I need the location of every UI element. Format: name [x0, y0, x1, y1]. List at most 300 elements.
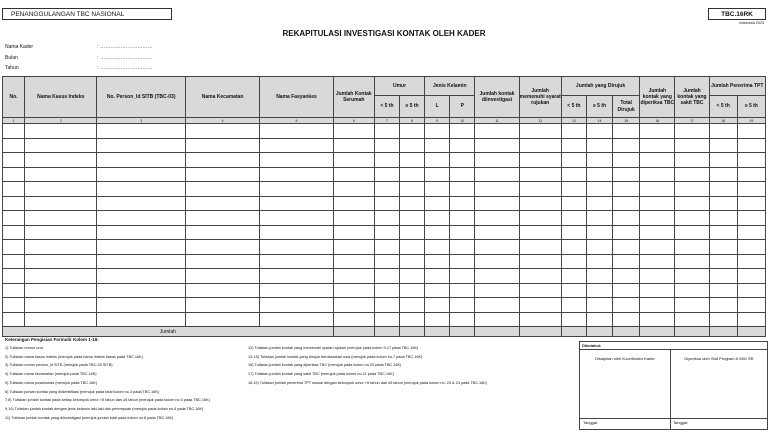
table-cell[interactable]	[425, 240, 450, 255]
table-cell[interactable]	[450, 211, 475, 226]
table-cell[interactable]	[640, 196, 675, 211]
table-cell[interactable]	[425, 211, 450, 226]
table-cell[interactable]	[709, 138, 737, 153]
table-cell[interactable]	[450, 254, 475, 269]
table-cell[interactable]	[475, 312, 519, 327]
table-cell[interactable]	[374, 124, 399, 139]
table-cell[interactable]	[374, 298, 399, 313]
table-cell[interactable]	[25, 312, 97, 327]
table-cell[interactable]	[675, 269, 709, 284]
total-cell[interactable]	[519, 327, 561, 337]
table-cell[interactable]	[450, 283, 475, 298]
table-cell[interactable]	[25, 138, 97, 153]
table-cell[interactable]	[586, 254, 612, 269]
table-cell[interactable]	[425, 312, 450, 327]
table-cell[interactable]	[185, 240, 259, 255]
table-cell[interactable]	[709, 225, 737, 240]
table-cell[interactable]	[709, 182, 737, 197]
table-cell[interactable]	[400, 153, 425, 168]
meta-value-bulan[interactable]: : ...............................	[97, 55, 153, 61]
table-cell[interactable]	[425, 196, 450, 211]
table-cell[interactable]	[613, 269, 640, 284]
table-cell[interactable]	[374, 138, 399, 153]
table-cell[interactable]	[374, 312, 399, 327]
table-cell[interactable]	[613, 124, 640, 139]
column-number: 11	[475, 118, 519, 124]
table-cell[interactable]	[400, 283, 425, 298]
meta-value-kader[interactable]: : ...............................	[97, 44, 153, 50]
table-cell[interactable]	[737, 167, 765, 182]
table-cell[interactable]	[97, 269, 185, 284]
table-cell[interactable]	[260, 225, 333, 240]
table-cell[interactable]	[185, 167, 259, 182]
table-cell[interactable]	[450, 269, 475, 284]
total-cell[interactable]	[425, 327, 450, 337]
note-line: 13-15) Tuliskan jumlah kontak yang dirujuk berdasarkan usia (merujuk pada kolom no.7 pada TBC.16K)	[248, 354, 423, 359]
signature-left-date: Tanggal:	[583, 420, 599, 425]
table-cell[interactable]	[640, 283, 675, 298]
table-cell[interactable]	[475, 196, 519, 211]
table-cell[interactable]	[450, 225, 475, 240]
table-cell[interactable]	[450, 312, 475, 327]
table-cell[interactable]	[374, 167, 399, 182]
table-cell[interactable]	[640, 182, 675, 197]
table-cell[interactable]	[709, 269, 737, 284]
table-cell[interactable]	[3, 298, 25, 313]
table-cell[interactable]	[675, 196, 709, 211]
table-cell[interactable]	[425, 254, 450, 269]
table-cell[interactable]	[425, 182, 450, 197]
notes-title: Keterangan Pengisian Formulir Kolom 1-19:	[5, 337, 99, 342]
table-cell[interactable]	[25, 269, 97, 284]
table-cell[interactable]	[400, 312, 425, 327]
table-cell[interactable]	[185, 225, 259, 240]
table-cell[interactable]	[640, 153, 675, 168]
table-cell[interactable]	[25, 225, 97, 240]
table-cell[interactable]	[97, 196, 185, 211]
table-cell[interactable]	[519, 211, 561, 226]
table-cell[interactable]	[475, 254, 519, 269]
table-cell[interactable]	[709, 124, 737, 139]
table-cell[interactable]	[260, 167, 333, 182]
table-cell[interactable]	[400, 240, 425, 255]
table-cell[interactable]	[586, 182, 612, 197]
table-cell[interactable]	[25, 167, 97, 182]
table-cell[interactable]	[400, 211, 425, 226]
table-cell[interactable]	[737, 240, 765, 255]
table-cell[interactable]	[333, 312, 374, 327]
table-cell[interactable]	[561, 211, 586, 226]
table-cell[interactable]	[475, 182, 519, 197]
total-cell[interactable]	[586, 327, 612, 337]
table-cell[interactable]	[260, 138, 333, 153]
table-cell[interactable]	[613, 298, 640, 313]
table-cell[interactable]	[586, 312, 612, 327]
column-number: 9	[425, 118, 450, 124]
table-cell[interactable]	[425, 298, 450, 313]
table-cell[interactable]	[675, 138, 709, 153]
table-cell[interactable]	[475, 167, 519, 182]
table-cell[interactable]	[737, 225, 765, 240]
table-cell[interactable]	[333, 240, 374, 255]
table-cell[interactable]	[640, 225, 675, 240]
table-cell[interactable]	[709, 196, 737, 211]
table-cell[interactable]	[519, 153, 561, 168]
table-cell[interactable]	[737, 298, 765, 313]
table-cell[interactable]	[374, 182, 399, 197]
table-cell[interactable]	[519, 138, 561, 153]
table-cell[interactable]	[3, 153, 25, 168]
total-cell[interactable]	[737, 327, 765, 337]
table-cell[interactable]	[586, 240, 612, 255]
table-cell[interactable]	[737, 269, 765, 284]
table-cell[interactable]	[425, 138, 450, 153]
table-cell[interactable]	[425, 225, 450, 240]
table-cell[interactable]	[97, 153, 185, 168]
table-cell[interactable]	[675, 283, 709, 298]
table-cell[interactable]	[613, 225, 640, 240]
table-cell[interactable]	[613, 283, 640, 298]
column-number: 4	[185, 118, 259, 124]
table-cell[interactable]	[675, 312, 709, 327]
table-cell[interactable]	[97, 211, 185, 226]
table-cell[interactable]	[25, 240, 97, 255]
table-cell[interactable]	[737, 196, 765, 211]
table-cell[interactable]	[25, 283, 97, 298]
table-cell[interactable]	[613, 153, 640, 168]
table-cell[interactable]	[3, 124, 25, 139]
table-cell[interactable]	[3, 196, 25, 211]
table-cell[interactable]	[519, 196, 561, 211]
table-cell[interactable]	[586, 269, 612, 284]
table-cell[interactable]	[475, 298, 519, 313]
total-cell[interactable]	[613, 327, 640, 337]
table-cell[interactable]	[374, 153, 399, 168]
table-cell[interactable]	[586, 298, 612, 313]
table-cell[interactable]	[374, 240, 399, 255]
table-cell[interactable]	[97, 167, 185, 182]
table-cell[interactable]	[675, 240, 709, 255]
total-cell[interactable]	[450, 327, 475, 337]
table-cell[interactable]	[260, 240, 333, 255]
table-cell[interactable]	[450, 240, 475, 255]
table-cell[interactable]	[3, 312, 25, 327]
table-cell[interactable]	[374, 225, 399, 240]
table-cell[interactable]	[400, 254, 425, 269]
column-number: 19	[737, 118, 765, 124]
table-cell[interactable]	[425, 167, 450, 182]
table-cell[interactable]	[185, 138, 259, 153]
table-cell[interactable]	[97, 124, 185, 139]
table-cell[interactable]	[475, 211, 519, 226]
table-cell[interactable]	[475, 283, 519, 298]
table-cell[interactable]	[185, 153, 259, 168]
table-cell[interactable]	[561, 225, 586, 240]
table-cell[interactable]	[333, 269, 374, 284]
col-tpt-lt5: < 5 th	[709, 96, 737, 118]
table-row	[3, 138, 766, 153]
col-umur-ge5: ≥ 5 th	[400, 96, 425, 118]
table-cell[interactable]	[333, 167, 374, 182]
table-cell[interactable]	[519, 298, 561, 313]
table-cell[interactable]	[475, 124, 519, 139]
table-cell[interactable]	[97, 298, 185, 313]
table-cell[interactable]	[640, 298, 675, 313]
table-cell[interactable]	[519, 269, 561, 284]
table-cell[interactable]	[475, 138, 519, 153]
table-cell[interactable]	[561, 196, 586, 211]
table-cell[interactable]	[97, 240, 185, 255]
table-cell[interactable]	[675, 298, 709, 313]
table-cell[interactable]	[374, 196, 399, 211]
total-cell[interactable]	[333, 327, 374, 337]
table-cell[interactable]	[586, 283, 612, 298]
table-cell[interactable]	[519, 182, 561, 197]
table-cell[interactable]	[450, 138, 475, 153]
table-cell[interactable]	[400, 225, 425, 240]
table-cell[interactable]	[475, 153, 519, 168]
table-cell[interactable]	[260, 269, 333, 284]
table-cell[interactable]	[374, 211, 399, 226]
table-cell[interactable]	[400, 269, 425, 284]
table-cell[interactable]	[450, 124, 475, 139]
table-cell[interactable]	[709, 240, 737, 255]
table-cell[interactable]	[737, 312, 765, 327]
table-cell[interactable]	[519, 124, 561, 139]
table-cell[interactable]	[675, 167, 709, 182]
table-cell[interactable]	[97, 283, 185, 298]
table-cell[interactable]	[519, 225, 561, 240]
table-cell[interactable]	[260, 153, 333, 168]
table-cell[interactable]	[400, 196, 425, 211]
table-cell[interactable]	[25, 124, 97, 139]
table-cell[interactable]	[561, 254, 586, 269]
table-cell[interactable]	[737, 254, 765, 269]
table-cell[interactable]	[675, 254, 709, 269]
table-cell[interactable]	[613, 211, 640, 226]
table-cell[interactable]	[613, 167, 640, 182]
table-cell[interactable]	[561, 153, 586, 168]
table-cell[interactable]	[450, 182, 475, 197]
table-cell[interactable]	[260, 211, 333, 226]
table-cell[interactable]	[586, 211, 612, 226]
table-cell[interactable]	[519, 283, 561, 298]
table-cell[interactable]	[586, 138, 612, 153]
table-cell[interactable]	[709, 211, 737, 226]
table-cell[interactable]	[737, 138, 765, 153]
table-cell[interactable]	[450, 167, 475, 182]
table-cell[interactable]	[185, 254, 259, 269]
table-cell[interactable]	[613, 240, 640, 255]
table-cell[interactable]	[333, 211, 374, 226]
column-number: 14	[586, 118, 612, 124]
table-cell[interactable]	[519, 254, 561, 269]
table-cell[interactable]	[450, 298, 475, 313]
table-cell[interactable]	[561, 240, 586, 255]
note-line: 5) Tuliskan nama puskesmas (merujuk pada TBC.16K)	[5, 380, 98, 385]
table-cell[interactable]	[25, 196, 97, 211]
table-cell[interactable]	[475, 269, 519, 284]
table-cell[interactable]	[3, 138, 25, 153]
table-cell[interactable]	[3, 225, 25, 240]
table-cell[interactable]	[675, 225, 709, 240]
total-cell[interactable]	[640, 327, 675, 337]
table-cell[interactable]	[586, 167, 612, 182]
table-cell[interactable]	[675, 124, 709, 139]
table-cell[interactable]	[425, 153, 450, 168]
table-cell[interactable]	[3, 211, 25, 226]
table-cell[interactable]	[25, 153, 97, 168]
table-cell[interactable]	[3, 254, 25, 269]
table-cell[interactable]	[709, 167, 737, 182]
table-cell[interactable]	[400, 138, 425, 153]
table-cell[interactable]	[333, 182, 374, 197]
table-cell[interactable]	[737, 153, 765, 168]
table-cell[interactable]	[185, 283, 259, 298]
table-cell[interactable]	[97, 254, 185, 269]
total-cell[interactable]	[675, 327, 709, 337]
table-cell[interactable]	[260, 124, 333, 139]
table-cell[interactable]	[640, 211, 675, 226]
table-cell[interactable]	[450, 153, 475, 168]
note-line: 2) Tuliskan nama kasus indeks (merujuk pada nama indeks kasus pada TBC.16K)	[5, 354, 143, 359]
table-cell[interactable]	[475, 225, 519, 240]
table-cell[interactable]	[675, 153, 709, 168]
table-cell[interactable]	[185, 182, 259, 197]
table-cell[interactable]	[519, 312, 561, 327]
table-cell[interactable]	[260, 312, 333, 327]
table-cell[interactable]	[640, 167, 675, 182]
table-cell[interactable]	[675, 182, 709, 197]
table-cell[interactable]	[260, 196, 333, 211]
table-cell[interactable]	[561, 269, 586, 284]
table-cell[interactable]	[97, 225, 185, 240]
table-cell[interactable]	[374, 283, 399, 298]
table-cell[interactable]	[561, 124, 586, 139]
table-cell[interactable]	[709, 254, 737, 269]
table-cell[interactable]	[400, 298, 425, 313]
table-cell[interactable]	[97, 182, 185, 197]
table-cell[interactable]	[586, 196, 612, 211]
table-cell[interactable]	[475, 240, 519, 255]
table-cell[interactable]	[709, 298, 737, 313]
table-cell[interactable]	[374, 254, 399, 269]
table-cell[interactable]	[400, 124, 425, 139]
table-cell[interactable]	[185, 196, 259, 211]
table-cell[interactable]	[3, 269, 25, 284]
table-cell[interactable]	[425, 283, 450, 298]
table-cell[interactable]	[185, 312, 259, 327]
table-cell[interactable]	[185, 298, 259, 313]
table-cell[interactable]	[333, 298, 374, 313]
total-cell[interactable]	[561, 327, 586, 337]
table-cell[interactable]	[561, 312, 586, 327]
table-cell[interactable]	[333, 138, 374, 153]
table-cell[interactable]	[333, 196, 374, 211]
table-cell[interactable]	[425, 124, 450, 139]
table-cell[interactable]	[3, 167, 25, 182]
table-cell[interactable]	[737, 283, 765, 298]
table-row	[3, 225, 766, 240]
table-cell[interactable]	[260, 298, 333, 313]
table-cell[interactable]	[709, 153, 737, 168]
table-cell[interactable]	[185, 269, 259, 284]
table-cell[interactable]	[374, 269, 399, 284]
table-cell[interactable]	[561, 138, 586, 153]
table-cell[interactable]	[586, 153, 612, 168]
table-cell[interactable]	[333, 283, 374, 298]
table-cell[interactable]	[333, 124, 374, 139]
table-cell[interactable]	[737, 182, 765, 197]
table-cell[interactable]	[260, 182, 333, 197]
note-line: 18,19) Tuliskan jumlah penerima TPT sesuai dengan kelompok umur <5 tahun dan ≥5 tahun (merujuk pada kolom no. 23 & 24 pada TBC.16K)	[248, 380, 488, 385]
table-cell[interactable]	[613, 138, 640, 153]
table-cell[interactable]	[561, 283, 586, 298]
table-cell[interactable]	[260, 283, 333, 298]
column-number: 5	[260, 118, 333, 124]
table-cell[interactable]	[425, 269, 450, 284]
table-cell[interactable]	[333, 254, 374, 269]
table-cell[interactable]	[25, 254, 97, 269]
table-cell[interactable]	[260, 254, 333, 269]
table-cell[interactable]	[737, 124, 765, 139]
total-cell[interactable]	[400, 327, 425, 337]
table-cell[interactable]	[97, 138, 185, 153]
table-cell[interactable]	[25, 182, 97, 197]
meta-value-tahun[interactable]: : ...............................	[97, 65, 153, 71]
total-cell[interactable]	[475, 327, 519, 337]
table-cell[interactable]	[185, 124, 259, 139]
table-cell[interactable]	[737, 211, 765, 226]
table-cell[interactable]	[709, 312, 737, 327]
table-cell[interactable]	[561, 298, 586, 313]
table-cell[interactable]	[25, 211, 97, 226]
table-cell[interactable]	[561, 167, 586, 182]
table-cell[interactable]	[185, 211, 259, 226]
table-cell[interactable]	[519, 240, 561, 255]
table-cell[interactable]	[25, 298, 97, 313]
total-cell[interactable]	[709, 327, 737, 337]
table-cell[interactable]	[640, 269, 675, 284]
table-cell[interactable]	[519, 167, 561, 182]
table-cell[interactable]	[3, 240, 25, 255]
table-cell[interactable]	[640, 312, 675, 327]
table-cell[interactable]	[586, 225, 612, 240]
table-cell[interactable]	[400, 182, 425, 197]
table-cell[interactable]	[561, 182, 586, 197]
table-cell[interactable]	[400, 167, 425, 182]
table-cell[interactable]	[613, 182, 640, 197]
table-cell[interactable]	[613, 196, 640, 211]
table-cell[interactable]	[3, 283, 25, 298]
table-cell[interactable]	[709, 283, 737, 298]
table-cell[interactable]	[586, 124, 612, 139]
note-line: 9,10) Tuliskan jumlah kontak dengan jenis kelamin laki-laki dan perempuan (merujuk pada kolom no.4 pada TBC.16K)	[5, 406, 204, 411]
table-cell[interactable]	[640, 240, 675, 255]
table-cell[interactable]	[450, 196, 475, 211]
table-cell[interactable]	[3, 182, 25, 197]
table-cell[interactable]	[613, 312, 640, 327]
table-cell[interactable]	[97, 312, 185, 327]
table-cell[interactable]	[675, 211, 709, 226]
table-cell[interactable]	[333, 153, 374, 168]
table-cell[interactable]	[333, 225, 374, 240]
table-cell[interactable]	[640, 138, 675, 153]
total-cell[interactable]	[374, 327, 399, 337]
table-cell[interactable]	[640, 124, 675, 139]
table-cell[interactable]	[640, 254, 675, 269]
table-cell[interactable]	[613, 254, 640, 269]
